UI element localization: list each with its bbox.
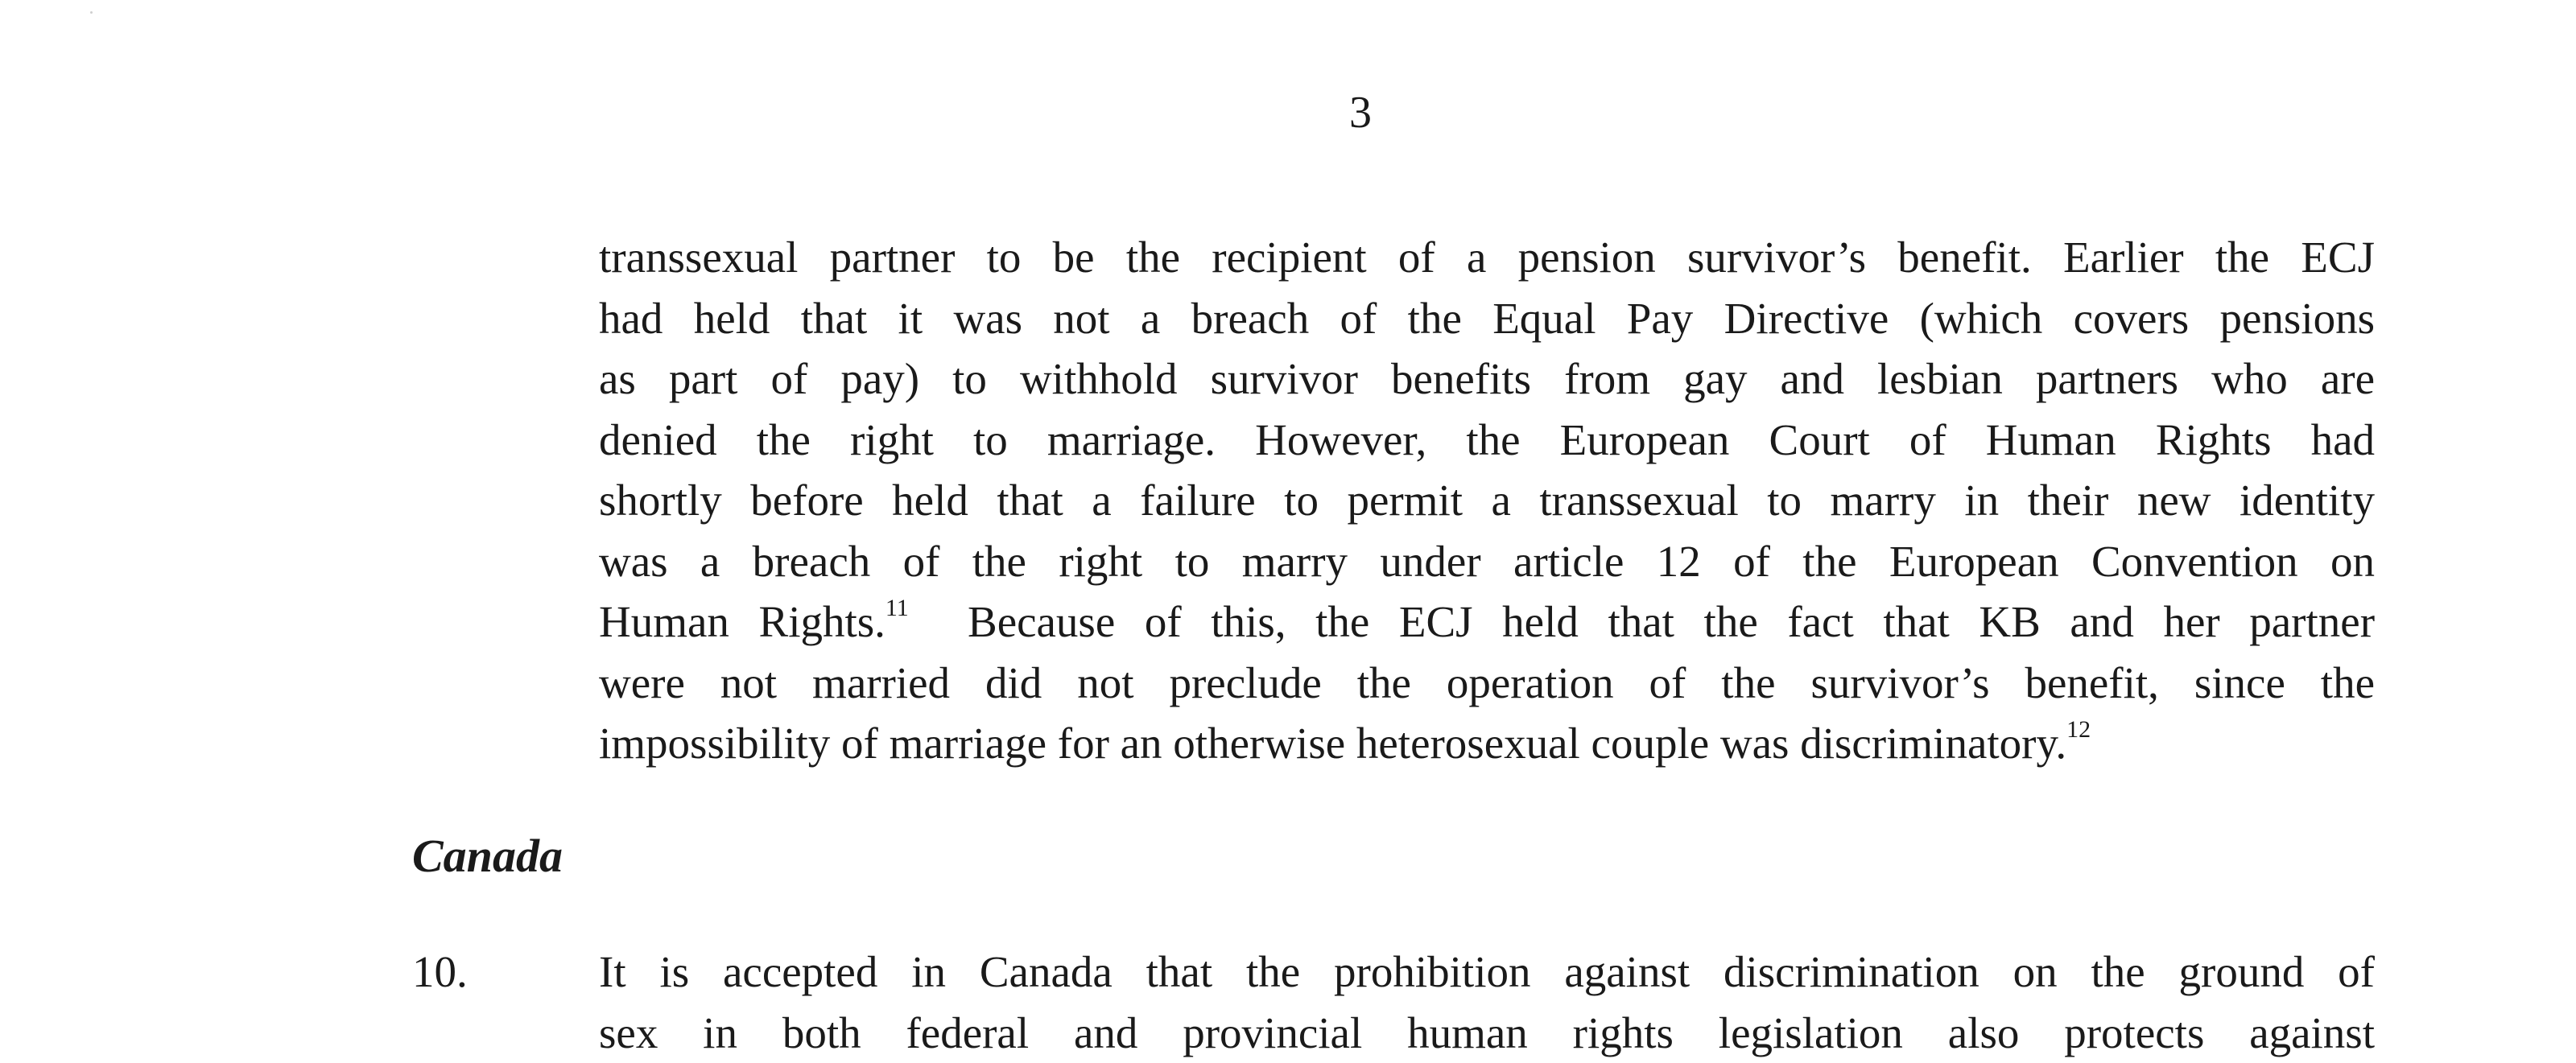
paragraph-line-with-footnote bbox=[599, 713, 2375, 774]
paragraph-line: were not married did not preclude the operation of the survivor’s benefit, since the bbox=[599, 653, 2375, 714]
paragraph-line: was a breach of the right to marry under article 12 of the European Convention on bbox=[599, 531, 2375, 592]
section-heading: Canada bbox=[412, 827, 563, 885]
paragraph-line: had held that it was not a breach of the Equal Pay Directive (which covers pensions bbox=[599, 288, 2375, 349]
footnote-marker-12[interactable]: 12 bbox=[2066, 716, 2091, 743]
paragraph-line: as part of pay) to withhold survivor benefits from gay and lesbian partners who are bbox=[599, 348, 2375, 410]
continued-paragraph bbox=[599, 227, 2375, 774]
paragraph-10 bbox=[599, 941, 2375, 1063]
footnote-marker-11[interactable]: 11 bbox=[886, 595, 909, 621]
paragraph-line: It is accepted in Canada that the prohibition against discrimination on the ground of bbox=[599, 941, 2375, 1003]
line-text: impossibility of marriage for an otherwise heterosexual couple was discriminatory. bbox=[599, 719, 2066, 768]
paragraph-line: transsexual partner to be the recipient of a pension survivor’s benefit. Earlier the ECJ bbox=[599, 227, 2375, 288]
paragraph-line: shortly before held that a failure to permit a transsexual to marry in their new identity bbox=[599, 470, 2375, 531]
scan-speck bbox=[90, 11, 93, 14]
paragraph-line: sex in both federal and provincial human rights legislation also protects against bbox=[599, 1003, 2375, 1063]
paragraph-number: 10. bbox=[412, 941, 468, 1003]
paragraph-line-with-footnote bbox=[599, 591, 2375, 653]
line-text: Human Rights. bbox=[599, 597, 886, 646]
paragraph-line: denied the right to marriage. However, the European Court of Human Rights had bbox=[599, 410, 2375, 471]
page-number: 3 bbox=[1349, 87, 1372, 138]
line-text: Because of this, the ECJ held that the fact that KB and her partner bbox=[909, 597, 2375, 646]
